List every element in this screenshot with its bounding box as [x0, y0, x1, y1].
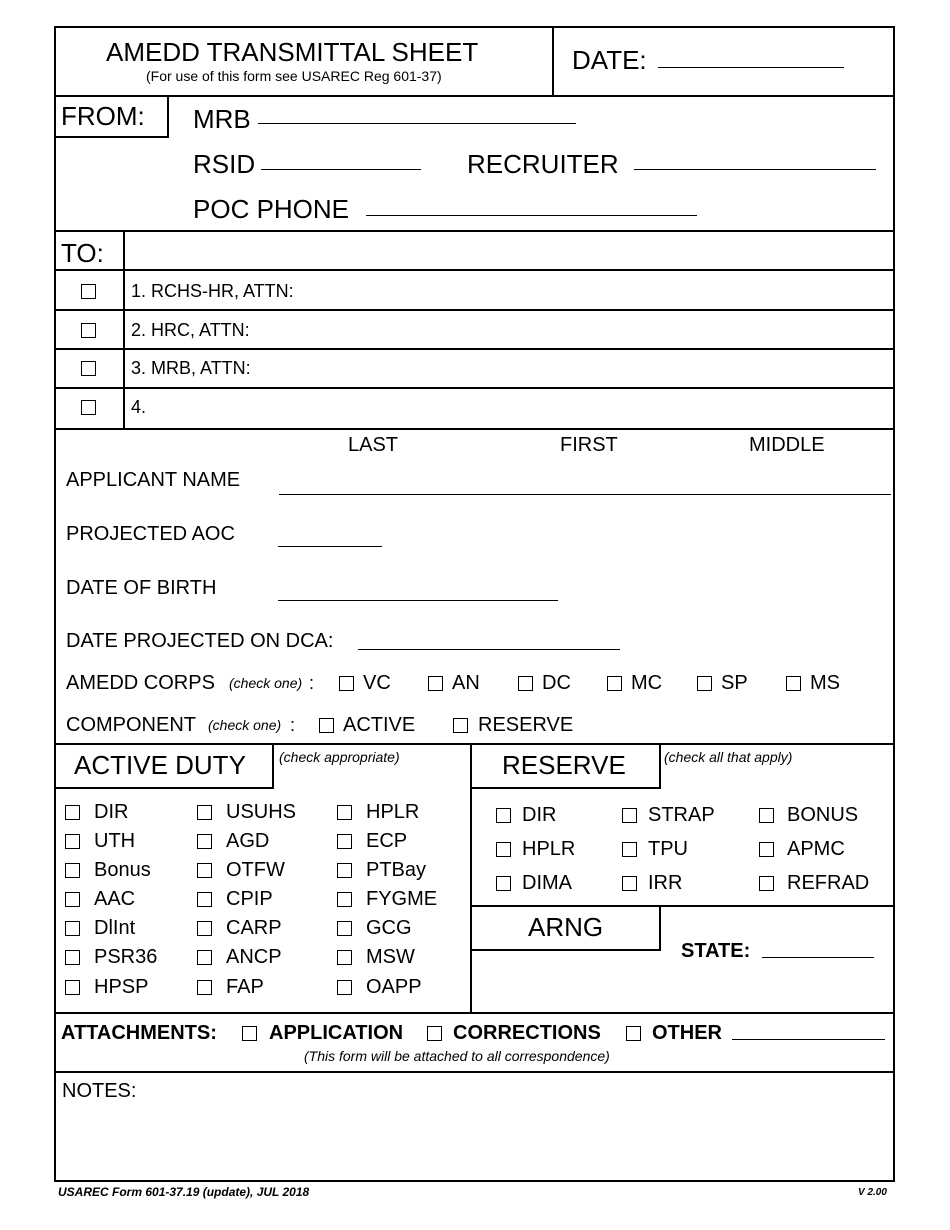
res-dima-checkbox[interactable] — [496, 876, 511, 891]
res-hplr-label: HPLR — [522, 838, 576, 860]
ad-hpsp-checkbox[interactable] — [65, 980, 80, 995]
res-bonus-checkbox[interactable] — [759, 808, 774, 823]
rsid-field[interactable] — [261, 169, 421, 170]
ad-gcg-label: GCG — [366, 917, 412, 939]
ad-otfw-checkbox[interactable] — [197, 863, 212, 878]
corps-mc-checkbox[interactable] — [607, 676, 622, 691]
ad-bonus-checkbox[interactable] — [65, 863, 80, 878]
ad-gcg-checkbox[interactable] — [337, 921, 352, 936]
attach-corrections-checkbox[interactable] — [427, 1026, 442, 1041]
ad-aac-label: AAC — [94, 888, 136, 910]
corps-dc-checkbox[interactable] — [518, 676, 533, 691]
ad-oapp-checkbox[interactable] — [337, 980, 352, 995]
poc-phone-label: POC PHONE — [193, 194, 350, 224]
attach-application-checkbox[interactable] — [242, 1026, 257, 1041]
res-dima-label: DIMA — [522, 872, 572, 894]
ad-hplr-label: HPLR — [366, 801, 420, 823]
attach-other-field[interactable] — [732, 1039, 885, 1040]
ad-uth-checkbox[interactable] — [65, 834, 80, 849]
res-dir-label: DIR — [522, 804, 557, 826]
ad-carp-checkbox[interactable] — [197, 921, 212, 936]
ad-psr36-checkbox[interactable] — [65, 950, 80, 965]
ad-dir-checkbox[interactable] — [65, 805, 80, 820]
to-checkbox-1[interactable] — [81, 284, 96, 299]
programs-bottom-rule — [54, 1012, 895, 1014]
ad-aac-checkbox[interactable] — [65, 892, 80, 907]
attach-application-label: APPLICATION — [269, 1022, 404, 1044]
mrb-label: MRB — [193, 104, 251, 134]
header-divider — [552, 26, 554, 96]
ad-hplr-checkbox[interactable] — [337, 805, 352, 820]
ad-ancp-label: ANCP — [226, 946, 282, 968]
arng-state-label: STATE: — [681, 940, 751, 962]
attach-corrections-label: CORRECTIONS — [453, 1022, 601, 1044]
ad-msw-checkbox[interactable] — [337, 950, 352, 965]
rsid-label: RSID — [193, 149, 256, 179]
component-colon: : — [290, 715, 296, 735]
ad-fygme-checkbox[interactable] — [337, 892, 352, 907]
ad-dir-label: DIR — [94, 801, 129, 823]
ad-fap-label: FAP — [226, 976, 264, 998]
to-rule-4 — [54, 387, 895, 389]
component-reserve-checkbox[interactable] — [453, 718, 468, 733]
attachments-label: ATTACHMENTS: — [61, 1022, 217, 1044]
attach-other-label: OTHER — [652, 1022, 722, 1044]
corps-mc-label: MC — [631, 672, 663, 694]
to-checkbox-4[interactable] — [81, 400, 96, 415]
ad-ptbay-label: PTBay — [366, 859, 427, 881]
ad-dlint-label: DlInt — [94, 917, 136, 939]
component-active-label: ACTIVE — [343, 714, 416, 736]
component-active-checkbox[interactable] — [319, 718, 334, 733]
res-apmc-label: APMC — [787, 838, 845, 860]
attach-other-checkbox[interactable] — [626, 1026, 641, 1041]
ad-usuhs-label: USUHS — [226, 801, 297, 823]
attachments-bottom-rule — [54, 1071, 895, 1073]
name-col-last: LAST — [348, 434, 399, 456]
applicant-name-field[interactable] — [279, 494, 891, 495]
arng-state-field[interactable] — [762, 957, 874, 958]
res-tpu-checkbox[interactable] — [622, 842, 637, 857]
date-field[interactable] — [658, 67, 844, 68]
form-version: V 2.00 — [858, 1187, 887, 1198]
component-label: COMPONENT — [66, 714, 196, 736]
dca-label: DATE PROJECTED ON DCA: — [66, 630, 334, 652]
ad-fap-checkbox[interactable] — [197, 980, 212, 995]
ad-carp-label: CARP — [226, 917, 282, 939]
dca-field[interactable] — [358, 649, 620, 650]
date-label: DATE: — [572, 45, 647, 75]
ad-msw-label: MSW — [366, 946, 415, 968]
recruiter-label: RECRUITER — [467, 149, 619, 179]
ad-hpsp-label: HPSP — [94, 976, 149, 998]
corps-ms-label: MS — [810, 672, 840, 694]
to-row-4: 4. — [131, 397, 147, 417]
active-duty-title: ACTIVE DUTY — [74, 750, 246, 780]
form-frame — [54, 26, 895, 1182]
header-bottom-rule — [54, 95, 895, 97]
projected-aoc-label: PROJECTED AOC — [66, 523, 235, 545]
to-checkbox-3[interactable] — [81, 361, 96, 376]
corps-dc-label: DC — [542, 672, 571, 694]
corps-vc-checkbox[interactable] — [339, 676, 354, 691]
projected-aoc-field[interactable] — [278, 546, 382, 547]
ad-agd-checkbox[interactable] — [197, 834, 212, 849]
amedd-corps-label: AMEDD CORPS — [66, 672, 215, 694]
to-row-1: 1. RCHS-HR, ATTN: — [131, 281, 294, 301]
amedd-corps-colon: : — [309, 673, 315, 693]
name-col-middle: MIDDLE — [749, 434, 825, 456]
to-checkbox-2[interactable] — [81, 323, 96, 338]
res-strap-label: STRAP — [648, 804, 715, 826]
corps-sp-label: SP — [721, 672, 748, 694]
to-rule-1 — [54, 269, 895, 271]
applicant-name-label: APPLICANT NAME — [66, 469, 241, 491]
notes-label: NOTES: — [62, 1080, 137, 1102]
ad-bonus-label: Bonus — [94, 859, 151, 881]
ad-ptbay-checkbox[interactable] — [337, 863, 352, 878]
res-irr-checkbox[interactable] — [622, 876, 637, 891]
ad-otfw-label: OTFW — [226, 859, 285, 881]
res-apmc-checkbox[interactable] — [759, 842, 774, 857]
res-bonus-label: BONUS — [787, 804, 859, 826]
arng-title: ARNG — [528, 912, 604, 942]
ad-usuhs-checkbox[interactable] — [197, 805, 212, 820]
component-note: (check one) — [208, 717, 282, 733]
ad-oapp-label: OAPP — [366, 976, 422, 998]
corps-vc-label: VC — [363, 672, 391, 694]
to-bottom-rule — [54, 428, 895, 430]
ad-cpip-label: CPIP — [226, 888, 273, 910]
corps-ms-checkbox[interactable] — [786, 676, 801, 691]
ad-uth-label: UTH — [94, 830, 136, 852]
to-rule-3 — [54, 348, 895, 350]
res-strap-checkbox[interactable] — [622, 808, 637, 823]
res-hplr-checkbox[interactable] — [496, 842, 511, 857]
to-row-2: 2. HRC, ATTN: — [131, 320, 250, 340]
form-title: AMEDD TRANSMITTAL SHEET — [106, 37, 479, 67]
amedd-corps-note: (check one) — [229, 675, 303, 691]
to-rule-2 — [54, 309, 895, 311]
active-duty-note: (check appropriate) — [279, 749, 400, 765]
from-label: FROM: — [61, 101, 145, 131]
ad-cpip-checkbox[interactable] — [197, 892, 212, 907]
date-of-birth-label: DATE OF BIRTH — [66, 577, 217, 599]
attachments-note: (This form will be attached to all correspondence) — [304, 1048, 610, 1064]
form-number: USAREC Form 601-37.19 (update), JUL 2018 — [58, 1185, 310, 1199]
ad-ancp-checkbox[interactable] — [197, 950, 212, 965]
corps-an-label: AN — [452, 672, 480, 694]
reserve-note: (check all that apply) — [664, 749, 793, 765]
ad-dlint-checkbox[interactable] — [65, 921, 80, 936]
res-refrad-label: REFRAD — [787, 872, 870, 894]
res-refrad-checkbox[interactable] — [759, 876, 774, 891]
to-column-divider — [123, 230, 125, 429]
ad-agd-label: AGD — [226, 830, 270, 852]
from-bottom-rule — [54, 230, 895, 232]
ad-fygme-label: FYGME — [366, 888, 438, 910]
component-reserve-label: RESERVE — [478, 714, 574, 736]
corps-an-checkbox[interactable] — [428, 676, 443, 691]
res-tpu-label: TPU — [648, 838, 688, 860]
name-col-first: FIRST — [560, 434, 618, 456]
res-irr-label: IRR — [648, 872, 683, 894]
mrb-field[interactable] — [258, 123, 576, 124]
ad-ecp-checkbox[interactable] — [337, 834, 352, 849]
to-row-3: 3. MRB, ATTN: — [131, 358, 251, 378]
date-of-birth-field[interactable] — [278, 600, 558, 601]
form-subtitle: (For use of this form see USAREC Reg 601-37) — [146, 68, 442, 84]
poc-phone-field[interactable] — [366, 215, 697, 216]
ad-ecp-label: ECP — [366, 830, 408, 852]
notes-field[interactable] — [56, 1106, 893, 1180]
to-label: TO: — [61, 238, 104, 268]
recruiter-field[interactable] — [634, 169, 876, 170]
ad-psr36-label: PSR36 — [94, 946, 158, 968]
res-dir-checkbox[interactable] — [496, 808, 511, 823]
reserve-title: RESERVE — [502, 750, 626, 780]
corps-sp-checkbox[interactable] — [697, 676, 712, 691]
